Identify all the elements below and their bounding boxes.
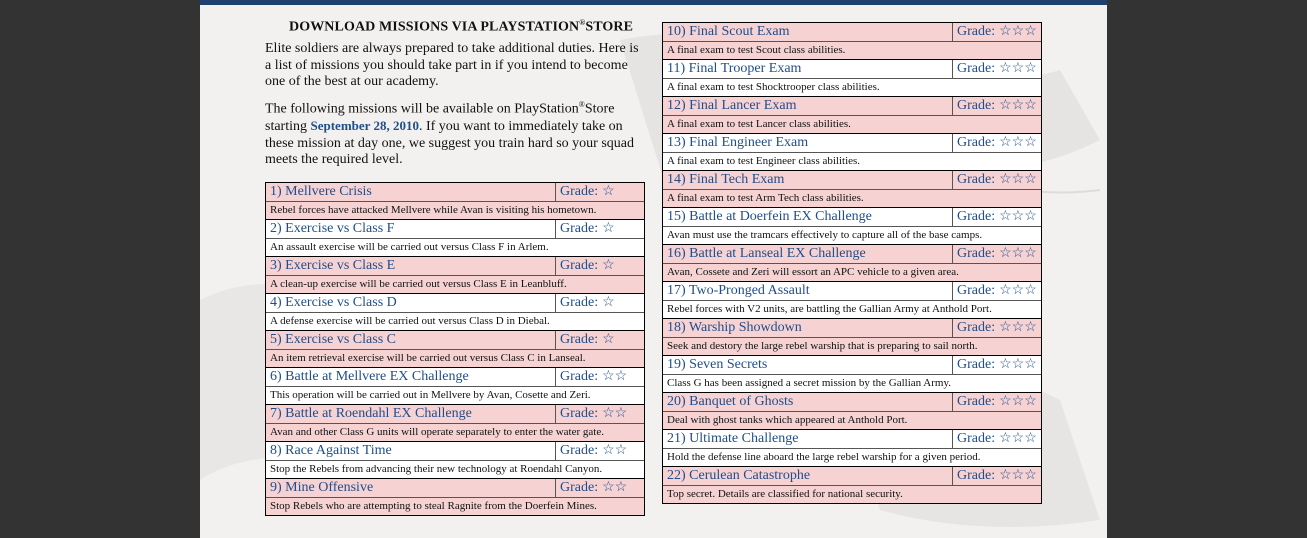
- mission-name: 20) Banquet of Ghosts: [663, 393, 953, 411]
- mission-grade: [556, 479, 644, 497]
- grade-stars-icon: ☆☆☆: [999, 320, 1037, 335]
- mission-header-row: [663, 23, 1041, 42]
- mission-header-row: [266, 442, 644, 461]
- mission-entry: [663, 467, 1041, 503]
- mission-name: 18) Warship Showdown: [663, 319, 953, 337]
- mission-grade: [953, 208, 1041, 226]
- mission-header-row: [663, 467, 1041, 486]
- mission-name: 1) Mellvere Crisis: [266, 183, 556, 201]
- grade-label: Grade:: [957, 209, 996, 224]
- intro-paragraph: Elite soldiers are always prepared to take additional duties. Here is a list of missions you should take part in if you intend to become one of the best at our academy.: [265, 41, 639, 89]
- mission-name: 5) Exercise vs Class C: [266, 331, 556, 349]
- mission-header-row: [266, 183, 644, 202]
- grade-label: Grade:: [957, 468, 996, 483]
- mission-header-row: [663, 60, 1041, 79]
- grade-stars-icon: ☆☆: [602, 443, 628, 458]
- mission-name: 19) Seven Secrets: [663, 356, 953, 374]
- mission-grade: [953, 282, 1041, 300]
- mission-entry: [266, 183, 644, 220]
- grade-stars-icon: ☆: [602, 332, 615, 347]
- mission-description: Stop the Rebels from advancing their new technology at Roendahl Canyon.: [266, 461, 644, 479]
- mission-header-row: [266, 331, 644, 350]
- grade-stars-icon: ☆: [602, 221, 615, 236]
- grade-stars-icon: ☆: [602, 295, 615, 310]
- grade-label: Grade:: [957, 357, 996, 372]
- mission-grade: [556, 294, 644, 312]
- missions-table-right: [662, 22, 1042, 504]
- mission-description: Avan and other Class G units will operate separately to enter the water gate.: [266, 424, 644, 442]
- mission-grade: [556, 220, 644, 238]
- grade-stars-icon: ☆☆☆: [999, 24, 1037, 39]
- mission-entry: [266, 368, 644, 405]
- mission-grade: [556, 183, 644, 201]
- mission-grade: [953, 393, 1041, 411]
- mission-grade: [953, 467, 1041, 485]
- grade-stars-icon: ☆: [602, 258, 615, 273]
- grade-stars-icon: ☆: [602, 184, 615, 199]
- mission-grade: [556, 257, 644, 275]
- grade-label: Grade:: [560, 406, 599, 421]
- grade-label: Grade:: [957, 61, 996, 76]
- grade-stars-icon: ☆☆☆: [999, 98, 1037, 113]
- mission-name: 22) Cerulean Catastrophe: [663, 467, 953, 485]
- grade-stars-icon: ☆☆☆: [999, 135, 1037, 150]
- mission-entry: [663, 282, 1041, 319]
- mission-grade: [953, 97, 1041, 115]
- grade-stars-icon: ☆☆☆: [999, 394, 1037, 409]
- mission-description: This operation will be carried out in Mellvere by Avan, Cosette and Zeri.: [266, 387, 644, 405]
- mission-grade: [953, 430, 1041, 448]
- mission-entry: [266, 479, 644, 515]
- mission-entry: [266, 442, 644, 479]
- mission-entry: [266, 405, 644, 442]
- mission-header-row: [266, 368, 644, 387]
- mission-entry: [266, 257, 644, 294]
- mission-entry: [663, 356, 1041, 393]
- grade-label: Grade:: [957, 172, 996, 187]
- mission-description: Rebel forces have attacked Mellvere while Avan is visiting his hometown.: [266, 202, 644, 220]
- mission-header-row: [663, 134, 1041, 153]
- mission-grade: [556, 442, 644, 460]
- grade-stars-icon: ☆☆☆: [999, 283, 1037, 298]
- mission-description: Avan must use the tramcars effectively to capture all of the base camps.: [663, 227, 1041, 245]
- grade-stars-icon: ☆☆☆: [999, 209, 1037, 224]
- mission-grade: [556, 405, 644, 423]
- mission-description: Deal with ghost tanks which appeared at Anthold Port.: [663, 412, 1041, 430]
- mission-entry: [663, 23, 1041, 60]
- grade-stars-icon: ☆☆: [602, 369, 628, 384]
- mission-description: A final exam to test Arm Tech class abilities.: [663, 190, 1041, 208]
- manual-page: [200, 0, 1107, 538]
- mission-description: Stop Rebels who are attempting to steal Ragnite from the Doerfein Mines.: [266, 498, 644, 515]
- mission-grade: [953, 356, 1041, 374]
- mission-grade: [953, 171, 1041, 189]
- mission-description: Avan, Cossete and Zeri will essort an APC vehicle to a given area.: [663, 264, 1041, 282]
- mission-description: A clean-up exercise will be carried out versus Class E in Leanbluff.: [266, 276, 644, 294]
- mission-header-row: [266, 405, 644, 424]
- mission-entry: [663, 319, 1041, 356]
- mission-entry: [663, 134, 1041, 171]
- mission-description: Rebel forces with V2 units, are battling the Gallian Army at Anthold Port.: [663, 301, 1041, 319]
- grade-stars-icon: ☆☆☆: [999, 246, 1037, 261]
- grade-label: Grade:: [560, 443, 599, 458]
- mission-description: A defense exercise will be carried out versus Class D in Diebal.: [266, 313, 644, 331]
- mission-description: Class G has been assigned a secret mission by the Gallian Army.: [663, 375, 1041, 393]
- grade-label: Grade:: [560, 221, 599, 236]
- grade-label: Grade:: [957, 320, 996, 335]
- mission-entry: [663, 245, 1041, 282]
- mission-header-row: [266, 257, 644, 276]
- grade-label: Grade:: [560, 369, 599, 384]
- grade-stars-icon: ☆☆☆: [999, 357, 1037, 372]
- mission-name: 12) Final Lancer Exam: [663, 97, 953, 115]
- mission-grade: [953, 23, 1041, 41]
- mission-header-row: [663, 282, 1041, 301]
- mission-entry: [663, 208, 1041, 245]
- missions-table-left: [265, 182, 645, 516]
- mission-description: A final exam to test Scout class abilities.: [663, 42, 1041, 60]
- mission-entry: [266, 331, 644, 368]
- mission-header-row: [663, 319, 1041, 338]
- mission-name: 21) Ultimate Challenge: [663, 430, 953, 448]
- mission-header-row: [266, 479, 644, 498]
- release-date: September 28, 2010: [310, 118, 419, 134]
- mission-header-row: [663, 97, 1041, 116]
- mission-description: A final exam to test Lancer class abilities.: [663, 116, 1041, 134]
- availability-paragraph: The following missions will be available on PlayStation®Store starting September 28, 2010. If you want to immediately take on these mission at day one, we suggest you train hard so your squad meets the required level.: [265, 100, 634, 168]
- mission-name: 17) Two-Pronged Assault: [663, 282, 953, 300]
- mission-grade: [556, 331, 644, 349]
- grade-stars-icon: ☆☆☆: [999, 431, 1037, 446]
- mission-name: 14) Final Tech Exam: [663, 171, 953, 189]
- mission-description: A final exam to test Shocktrooper class abilities.: [663, 79, 1041, 97]
- grade-stars-icon: ☆☆☆: [999, 61, 1037, 76]
- grade-label: Grade:: [957, 246, 996, 261]
- mission-name: 9) Mine Offensive: [266, 479, 556, 497]
- mission-header-row: [266, 294, 644, 313]
- grade-label: Grade:: [957, 98, 996, 113]
- mission-header-row: [663, 430, 1041, 449]
- mission-name: 7) Battle at Roendahl EX Challenge: [266, 405, 556, 423]
- mission-description: An assault exercise will be carried out versus Class F in Arlem.: [266, 239, 644, 257]
- mission-grade: [953, 60, 1041, 78]
- grade-stars-icon: ☆☆: [602, 406, 628, 421]
- mission-header-row: [266, 220, 644, 239]
- mission-description: Hold the defense line aboard the large rebel warship for a given period.: [663, 449, 1041, 467]
- mission-entry: [266, 220, 644, 257]
- mission-name: 11) Final Trooper Exam: [663, 60, 953, 78]
- page-heading: DOWNLOAD MISSIONS VIA PLAYSTATION®STORE: [289, 18, 634, 35]
- mission-name: 2) Exercise vs Class F: [266, 220, 556, 238]
- grade-label: Grade:: [957, 24, 996, 39]
- mission-grade: [556, 368, 644, 386]
- mission-header-row: [663, 356, 1041, 375]
- grade-stars-icon: ☆☆☆: [999, 468, 1037, 483]
- grade-label: Grade:: [560, 332, 599, 347]
- mission-grade: [953, 319, 1041, 337]
- mission-description: A final exam to test Engineer class abilities.: [663, 153, 1041, 171]
- mission-name: 6) Battle at Mellvere EX Challenge: [266, 368, 556, 386]
- mission-grade: [953, 134, 1041, 152]
- mission-description: Seek and destory the large rebel warship that is preparing to sail north.: [663, 338, 1041, 356]
- mission-name: 8) Race Against Time: [266, 442, 556, 460]
- grade-label: Grade:: [957, 135, 996, 150]
- mission-name: 4) Exercise vs Class D: [266, 294, 556, 312]
- mission-header-row: [663, 245, 1041, 264]
- mission-header-row: [663, 208, 1041, 227]
- mission-entry: [663, 97, 1041, 134]
- grade-label: Grade:: [560, 480, 599, 495]
- grade-stars-icon: ☆☆: [602, 480, 628, 495]
- mission-header-row: [663, 171, 1041, 190]
- mission-entry: [663, 171, 1041, 208]
- mission-name: 3) Exercise vs Class E: [266, 257, 556, 275]
- grade-label: Grade:: [560, 295, 599, 310]
- mission-name: 10) Final Scout Exam: [663, 23, 953, 41]
- mission-name: 16) Battle at Lanseal EX Challenge: [663, 245, 953, 263]
- mission-name: 15) Battle at Doerfein EX Challenge: [663, 208, 953, 226]
- grade-stars-icon: ☆☆☆: [999, 172, 1037, 187]
- mission-grade: [953, 245, 1041, 263]
- grade-label: Grade:: [560, 258, 599, 273]
- grade-label: Grade:: [957, 283, 996, 298]
- mission-entry: [663, 393, 1041, 430]
- mission-name: 13) Final Engineer Exam: [663, 134, 953, 152]
- mission-entry: [663, 60, 1041, 97]
- mission-description: Top secret. Details are classified for national security.: [663, 486, 1041, 503]
- mission-header-row: [663, 393, 1041, 412]
- grade-label: Grade:: [957, 431, 996, 446]
- grade-label: Grade:: [560, 184, 599, 199]
- mission-description: An item retrieval exercise will be carried out versus Class C in Lanseal.: [266, 350, 644, 368]
- mission-entry: [266, 294, 644, 331]
- mission-entry: [663, 430, 1041, 467]
- grade-label: Grade:: [957, 394, 996, 409]
